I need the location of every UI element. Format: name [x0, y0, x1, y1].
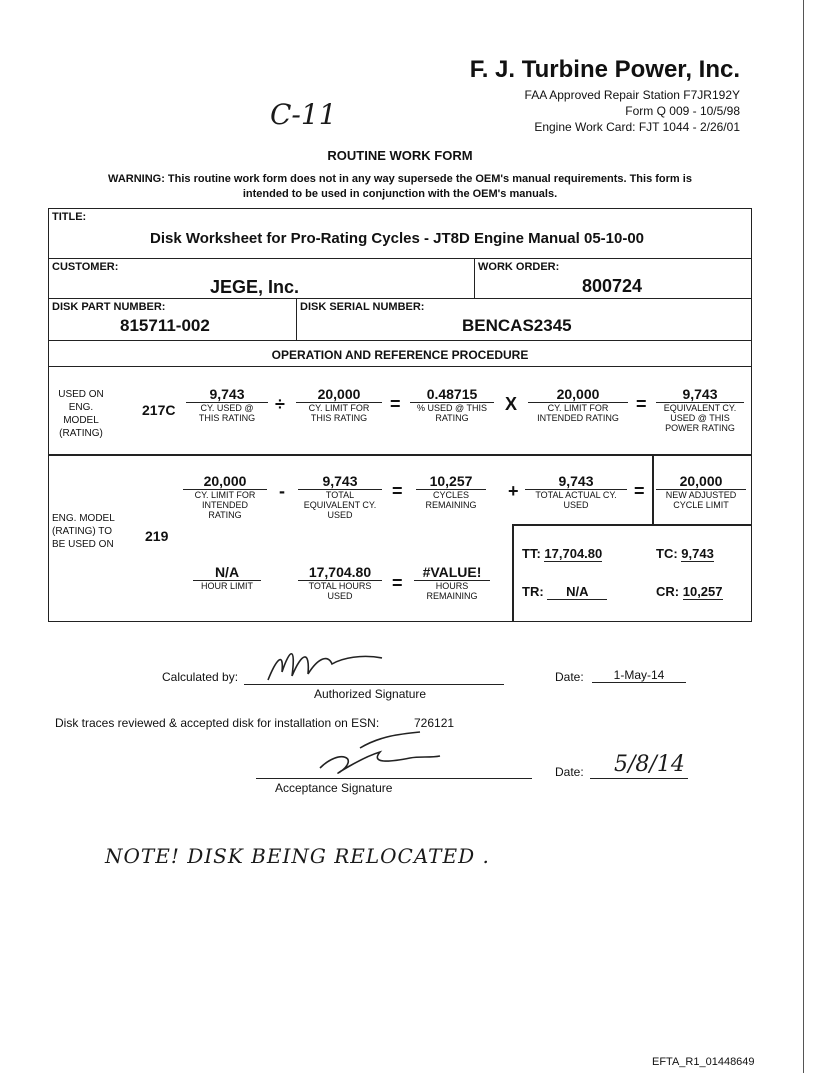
row2-equivalent-used [298, 473, 382, 520]
page-edge-line [803, 0, 804, 1073]
caption: USED @ THIS [670, 413, 730, 423]
divider [48, 366, 752, 367]
customer-value: JEGE, Inc. [210, 277, 300, 297]
work-order-label: WORK ORDER: [478, 261, 560, 273]
row1-label-line: USED ON [58, 389, 104, 400]
row1-cycle-limit-value: 20,000 [296, 386, 382, 403]
row1-cycle-limit [296, 386, 382, 423]
caption: TOTAL [325, 490, 355, 500]
caption: USED [327, 510, 353, 520]
acceptance-signature-scribble [300, 728, 450, 780]
caption: CY. LIMIT FOR [194, 490, 256, 500]
caption: REMAINING [425, 500, 477, 510]
caption: USED [563, 500, 589, 510]
row2-intended-limit-value: 20,000 [183, 473, 267, 490]
row2-actual-used-value: 9,743 [525, 473, 627, 490]
row2-hours-remaining-value: #VALUE! [414, 564, 490, 581]
row1-engine-model: 217C [142, 402, 176, 418]
plus-operator: + [508, 481, 519, 501]
equals-operator: = [392, 573, 403, 593]
authorized-signature-scribble [262, 640, 392, 686]
caption: CY. LIMIT FOR [308, 403, 370, 413]
row2-total-hours-value: 17,704.80 [298, 564, 382, 581]
work-order-value: 800724 [582, 276, 643, 296]
title-label: TITLE: [52, 211, 87, 223]
company-name: F. J. Turbine Power, Inc. [469, 56, 740, 83]
row2-equivalent-used-value: 9,743 [298, 473, 382, 490]
date-value: 1-May-14 [592, 668, 686, 683]
caption: CY. LIMIT FOR [547, 403, 609, 413]
cr-label: CR: [656, 584, 680, 599]
row2-hours-remaining [414, 564, 490, 601]
row2-engine-model: 219 [145, 528, 169, 544]
date-label: Date: [555, 670, 584, 684]
row1-label-line: (RATING) [59, 428, 103, 439]
date-line [590, 778, 688, 779]
caption: REMAINING [426, 591, 478, 601]
tt-value: 17,704.80 [544, 546, 603, 561]
caption: CY. USED @ [200, 403, 254, 413]
caption: EQUIVALENT CY. [303, 500, 377, 510]
caption: POWER RATING [665, 423, 735, 433]
row2-actual-used [525, 473, 627, 510]
customer-label: CUSTOMER: [52, 261, 119, 273]
row2-label [52, 512, 122, 551]
caption: HOURS [435, 581, 469, 591]
caption: EQUIVALENT CY. [663, 403, 737, 413]
cr-field [656, 584, 723, 599]
caption: HOUR LIMIT [200, 581, 253, 591]
repair-station-line: FAA Approved Repair Station F7JR192Y [524, 88, 740, 102]
authorized-signature-label: Authorized Signature [314, 687, 427, 701]
caption: RATING [435, 413, 469, 423]
cr-value: 10,257 [682, 584, 723, 599]
row2-label-line: ENG. MODEL [52, 513, 115, 524]
caption: USED [327, 591, 353, 601]
equals-operator: = [392, 481, 403, 501]
tr-value: N/A [547, 584, 607, 600]
disk-serial-label: DISK SERIAL NUMBER: [300, 301, 425, 313]
divider [512, 524, 514, 622]
row2-new-adjusted-limit-value: 20,000 [656, 473, 746, 490]
divider [48, 298, 752, 299]
work-card-line: Engine Work Card: FJT 1044 - 2/26/01 [534, 120, 740, 134]
tc-label: TC: [656, 546, 678, 561]
title-value: Disk Worksheet for Pro-Rating Cycles - JT8D Engine Manual 05-10-00 [150, 230, 645, 247]
caption: NEW ADJUSTED [665, 490, 737, 500]
multiply-operator: X [505, 394, 518, 414]
equals-operator: = [634, 481, 645, 501]
caption: THIS RATING [310, 413, 368, 423]
tr-label: TR: [522, 584, 544, 599]
minus-operator: - [279, 481, 285, 501]
caption: THIS RATING [198, 413, 256, 423]
caption: % USED @ THIS [417, 403, 487, 413]
warning-line-1: WARNING: This routine work form does not in any way supersede the OEM's manual requirements. This form is [108, 173, 692, 185]
row1-label [52, 388, 110, 440]
acceptance-signature-label: Acceptance Signature [275, 781, 393, 795]
divide-operator: ÷ [275, 394, 285, 414]
row2-cycles-remaining [416, 473, 486, 510]
handwritten-note: NOTE! DISK BEING RELOCATED . [105, 844, 490, 868]
form-title: ROUTINE WORK FORM [327, 148, 473, 163]
handwritten-code: C-11 [270, 98, 337, 131]
row2-total-hours [298, 564, 382, 601]
row2-cycles-remaining-value: 10,257 [416, 473, 486, 490]
row1-intended-limit [528, 386, 628, 423]
row1-equivalent-cycles [656, 386, 744, 433]
row2-label-line: BE USED ON [52, 539, 114, 550]
esn-statement: Disk traces reviewed & accepted disk for installation on ESN: [55, 716, 380, 730]
row2-intended-limit [183, 473, 267, 520]
row1-percent-used [410, 386, 494, 423]
row1-cycles-used [186, 386, 268, 423]
operation-heading: OPERATION AND REFERENCE PROCEDURE [271, 348, 529, 362]
row2-new-adjusted-limit [656, 473, 746, 510]
caption: CYCLE LIMIT [673, 500, 729, 510]
tc-field [656, 546, 714, 561]
divider [296, 298, 297, 340]
row2-hour-limit-value: N/A [193, 564, 261, 581]
warning-line-2: intended to be used in conjunction with the OEM's manuals. [242, 188, 558, 200]
caption: RATING [208, 510, 242, 520]
date-label: Date: [555, 765, 584, 779]
disk-part-value: 815711-002 [120, 316, 210, 335]
caption: TOTAL ACTUAL CY. [535, 490, 617, 500]
caption: INTENDED [201, 500, 248, 510]
row1-cycles-used-value: 9,743 [186, 386, 268, 403]
calculated-by-label: Calculated by: [162, 670, 239, 684]
row2-hour-limit [193, 564, 261, 591]
row1-percent-used-value: 0.48715 [410, 386, 494, 403]
divider [512, 524, 752, 526]
disk-serial-value: BENCAS2345 [462, 316, 572, 335]
footer-id: EFTA_R1_01448649 [652, 1056, 755, 1068]
caption: CYCLES [432, 490, 469, 500]
row1-equivalent-cycles-value: 9,743 [656, 386, 744, 403]
tc-value: 9,743 [681, 546, 714, 561]
divider [652, 454, 654, 524]
disk-part-label: DISK PART NUMBER: [52, 301, 166, 313]
tr-field [522, 584, 607, 600]
esn-value: 726121 [414, 716, 455, 730]
divider [48, 454, 752, 456]
form-number-line: Form Q 009 - 10/5/98 [625, 104, 740, 118]
equals-operator: = [636, 394, 647, 414]
caption: TOTAL HOURS [308, 581, 372, 591]
divider [48, 340, 752, 341]
row1-label-line: ENG. MODEL [63, 402, 99, 426]
handwritten-date: 5/8/14 [614, 752, 685, 777]
tt-label: TT: [522, 546, 541, 561]
row2-label-line: (RATING) TO [52, 526, 112, 537]
caption: INTENDED RATING [537, 413, 619, 423]
tt-field [522, 546, 602, 561]
equals-operator: = [390, 394, 401, 414]
row1-intended-limit-value: 20,000 [528, 386, 628, 403]
divider [474, 258, 475, 298]
divider [48, 258, 752, 259]
